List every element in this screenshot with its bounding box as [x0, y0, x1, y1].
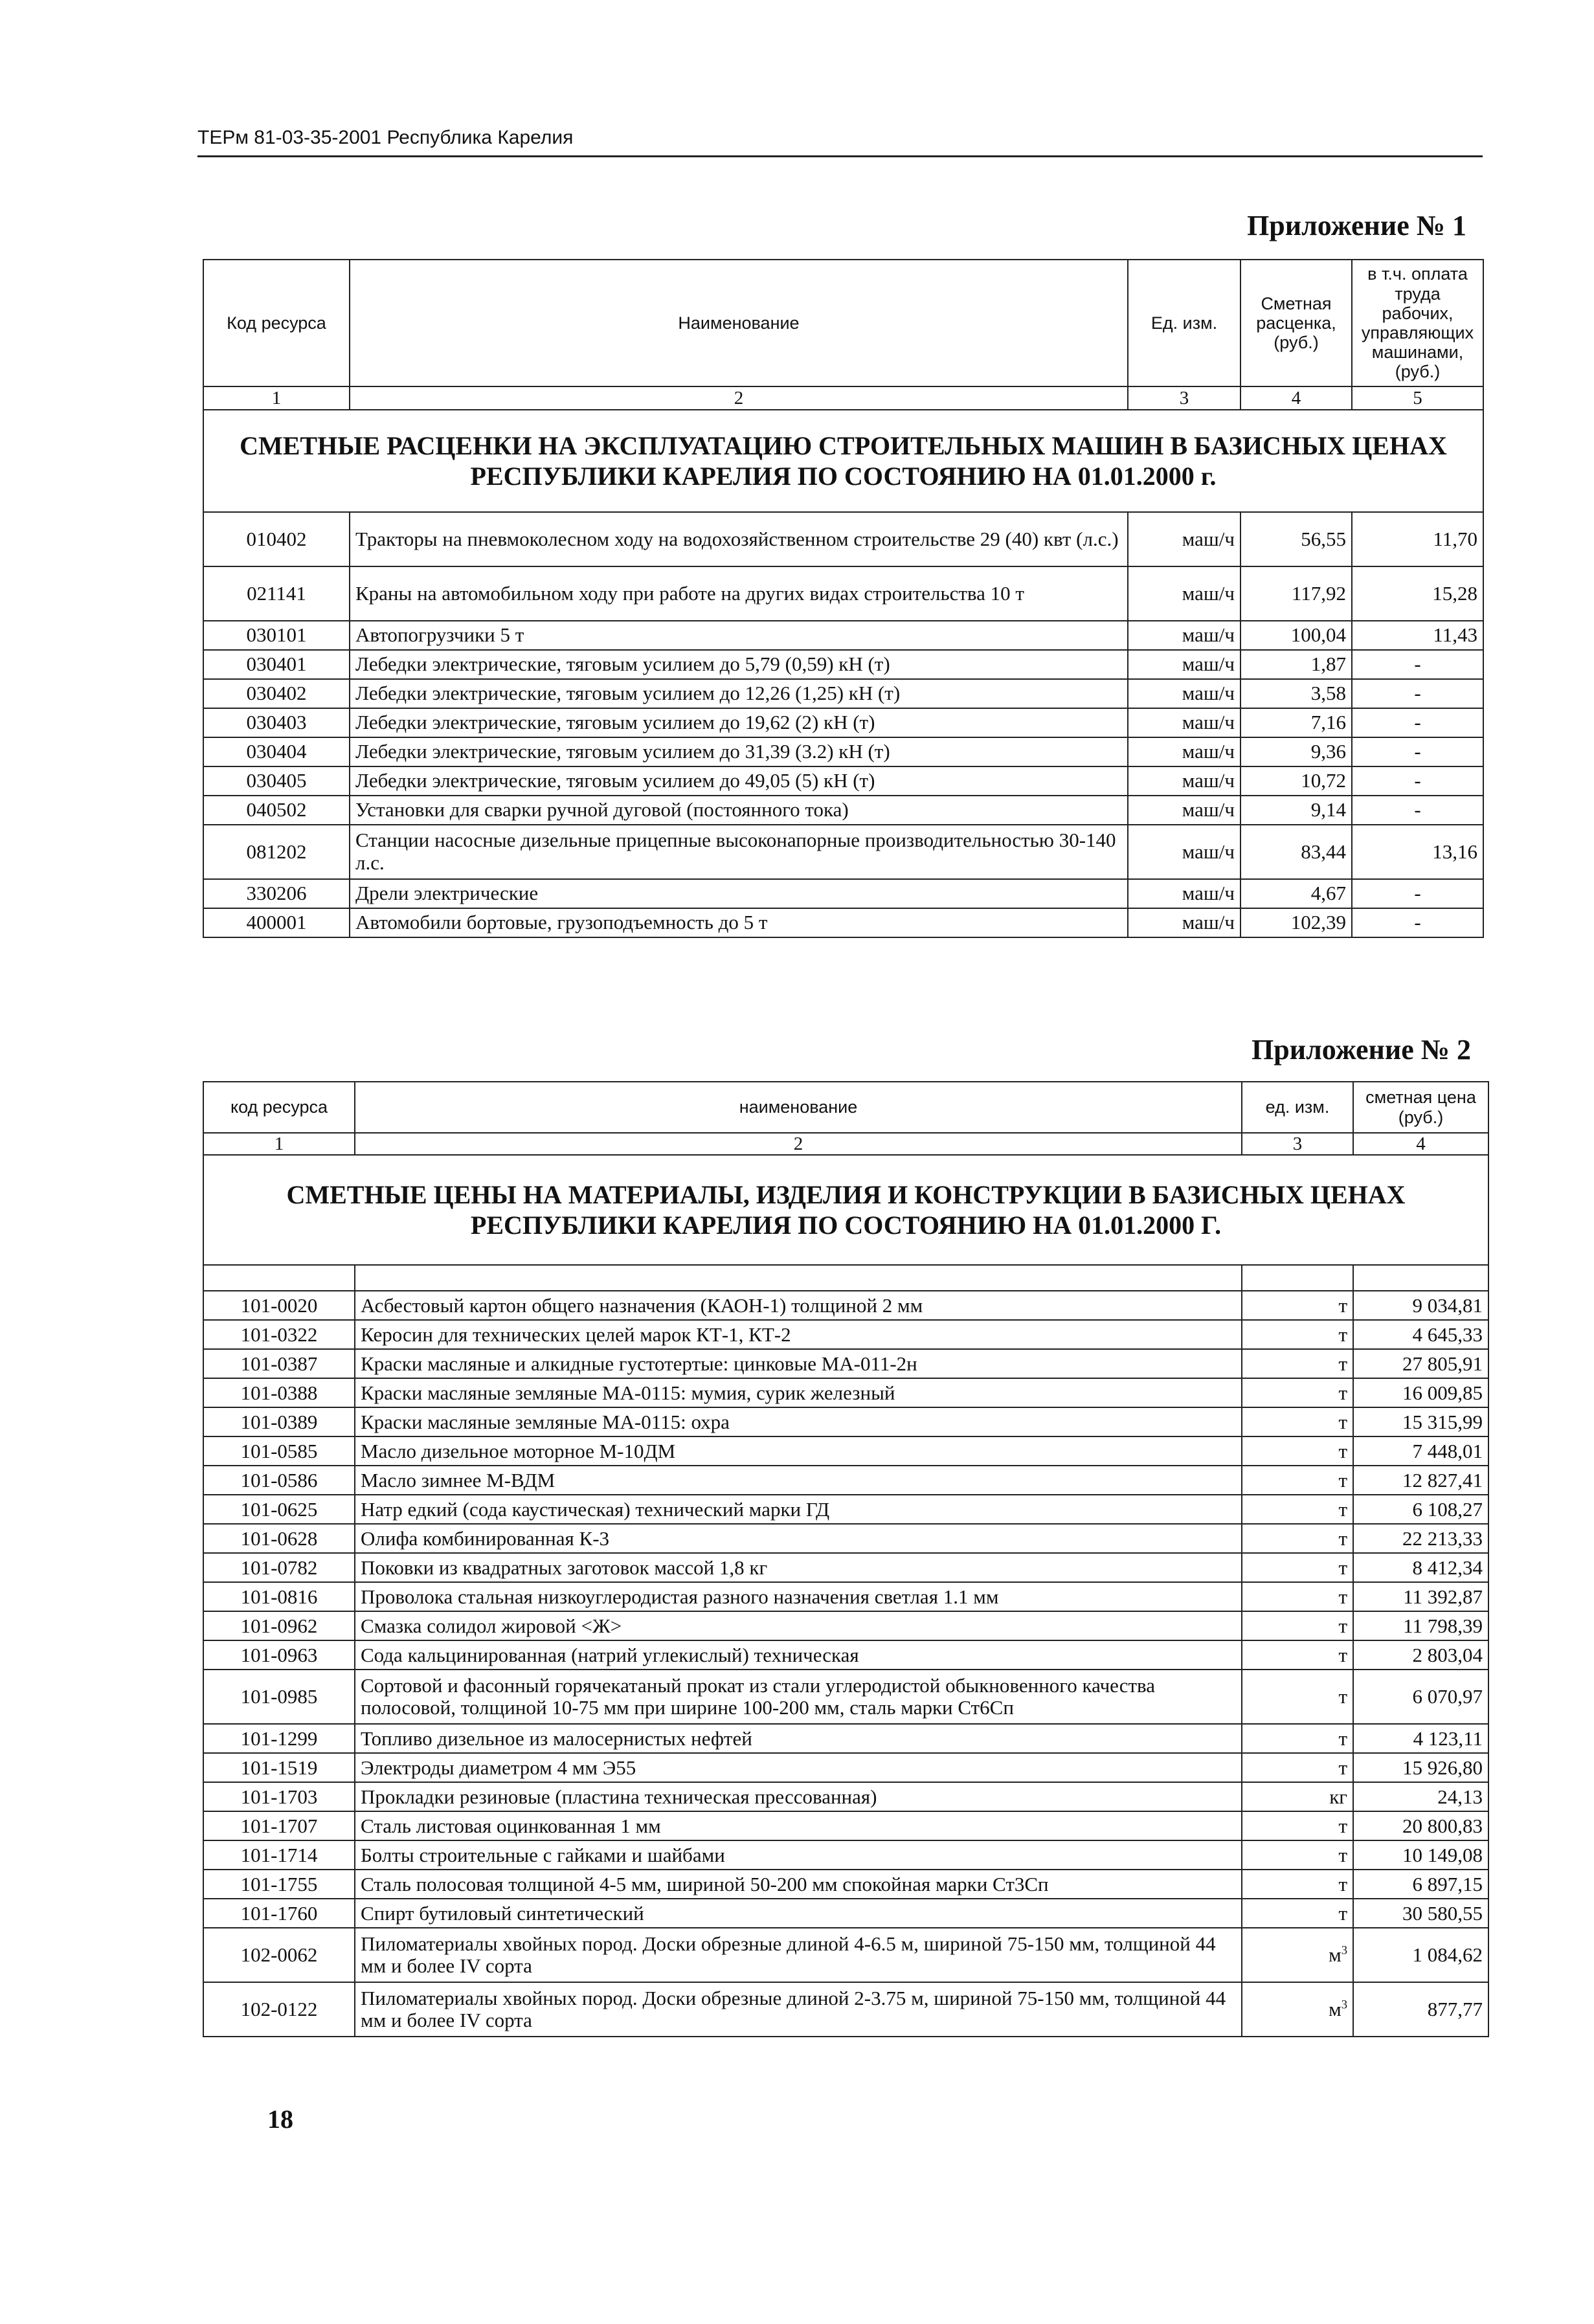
table-row — [203, 708, 1483, 737]
resource-code: 040502 — [203, 796, 350, 825]
unit-cell — [1242, 1320, 1353, 1349]
resource-name: Прокладки резиновые (пластина техническая прессованная) — [355, 1782, 1242, 1811]
column-number-row — [203, 1133, 1488, 1155]
table-row — [203, 1553, 1488, 1582]
column-header-unit: Ед. изм. — [1128, 260, 1240, 386]
column-number: 4 — [1240, 386, 1352, 410]
resource-code: 101-0388 — [203, 1378, 355, 1407]
table-row — [203, 796, 1483, 825]
labor-cell: - — [1352, 766, 1483, 796]
unit-cell — [1242, 1524, 1353, 1553]
price-cell: 9 034,81 — [1353, 1291, 1488, 1320]
unit-cell — [1242, 1982, 1353, 2037]
unit-cell: маш/ч — [1128, 679, 1240, 708]
unit-cell — [1242, 1495, 1353, 1524]
table-row — [203, 1782, 1488, 1811]
table-row — [203, 1407, 1488, 1436]
page-number: 18 — [267, 2105, 293, 2134]
unit-cell: маш/ч — [1128, 796, 1240, 825]
unit-cell — [1242, 1670, 1353, 1724]
table-row — [203, 1928, 1488, 1982]
resource-name: Пиломатериалы хвойных пород. Доски обрезные длиной 4-6.5 м, шириной 75-150 мм, толщиной 44 мм и более IV сорта — [355, 1928, 1242, 1982]
unit-text: т — [1338, 1410, 1347, 1433]
price-cell: 83,44 — [1240, 825, 1352, 879]
labor-cell: 11,70 — [1352, 512, 1483, 566]
column-number: 5 — [1352, 386, 1483, 410]
unit-text: т — [1338, 1872, 1347, 1895]
resource-code: 101-1703 — [203, 1782, 355, 1811]
resource-code: 030401 — [203, 650, 350, 679]
price-cell: 20 800,83 — [1353, 1811, 1488, 1840]
price-cell: 1,87 — [1240, 650, 1352, 679]
resource-code: 101-0387 — [203, 1349, 355, 1378]
resource-name: Масло дизельное моторное М-10ДМ — [355, 1436, 1242, 1466]
column-number: 3 — [1128, 386, 1240, 410]
unit-text: т — [1338, 1685, 1347, 1708]
column-number: 2 — [350, 386, 1128, 410]
unit-cell — [1242, 1928, 1353, 1982]
table-row — [203, 1811, 1488, 1840]
column-header-price: сметная цена (руб.) — [1353, 1082, 1488, 1133]
price-cell: 15 926,80 — [1353, 1753, 1488, 1782]
resource-name: Натр едкий (сода каустическая) технический марки ГД — [355, 1495, 1242, 1524]
unit-text: т — [1338, 1585, 1347, 1608]
resource-name: Краски масляные и алкидные густотертые: цинковые МА-011-2н — [355, 1349, 1242, 1378]
resource-code: 101-0322 — [203, 1320, 355, 1349]
unit-cell — [1242, 1407, 1353, 1436]
price-cell: 102,39 — [1240, 908, 1352, 937]
unit-cell: маш/ч — [1128, 650, 1240, 679]
resource-code: 101-0389 — [203, 1407, 355, 1436]
labor-cell: - — [1352, 796, 1483, 825]
column-number: 1 — [203, 1133, 355, 1155]
unit-cell: маш/ч — [1128, 737, 1240, 766]
unit-text: т — [1338, 1843, 1347, 1866]
resource-name: Лебедки электрические, тяговым усилием до 19,62 (2) кН (т) — [350, 708, 1128, 737]
resource-code: 030404 — [203, 737, 350, 766]
document-header: ТЕРм 81-03-35-2001 Республика Карелия — [197, 127, 574, 148]
unit-text: т — [1338, 1497, 1347, 1521]
unit-cell — [1242, 1782, 1353, 1811]
resource-code: 101-0020 — [203, 1291, 355, 1320]
unit-text: т — [1338, 1381, 1347, 1404]
resource-code: 030402 — [203, 679, 350, 708]
column-header-unit: ед. изм. — [1242, 1082, 1353, 1133]
resource-name: Керосин для технических целей марок КТ-1, КТ-2 — [355, 1320, 1242, 1349]
resource-code: 101-0816 — [203, 1582, 355, 1611]
table-row — [203, 512, 1483, 566]
unit-cell: маш/ч — [1128, 621, 1240, 650]
price-cell: 12 827,41 — [1353, 1466, 1488, 1495]
resource-code: 101-0585 — [203, 1436, 355, 1466]
resource-code: 030403 — [203, 708, 350, 737]
column-header-name: наименование — [355, 1082, 1242, 1133]
unit-cell: маш/ч — [1128, 879, 1240, 908]
resource-name: Электроды диаметром 4 мм Э55 — [355, 1753, 1242, 1782]
resource-code: 101-1760 — [203, 1899, 355, 1928]
resource-name: Спирт бутиловый синтетический — [355, 1899, 1242, 1928]
unit-cell — [1242, 1349, 1353, 1378]
price-cell: 22 213,33 — [1353, 1524, 1488, 1553]
labor-cell: - — [1352, 737, 1483, 766]
labor-cell: - — [1352, 879, 1483, 908]
price-cell: 4 123,11 — [1353, 1724, 1488, 1753]
resource-name: Сода кальцинированная (натрий углекислый) техническая — [355, 1640, 1242, 1670]
unit-cell — [1242, 1811, 1353, 1840]
empty-cell — [203, 1265, 355, 1291]
resource-name: Лебедки электрические, тяговым усилием до 12,26 (1,25) кН (т) — [350, 679, 1128, 708]
column-number-row — [203, 386, 1483, 410]
unit-text: т — [1338, 1756, 1347, 1779]
resource-name: Тракторы на пневмоколесном ходу на водохозяйственном строительстве 29 (40) квт (л.с.) — [350, 512, 1128, 566]
resource-name: Установки для сварки ручной дуговой (постоянного тока) — [350, 796, 1128, 825]
resource-code: 101-0586 — [203, 1466, 355, 1495]
resource-name: Краски масляные земляные МА-0115: охра — [355, 1407, 1242, 1436]
unit-cell — [1242, 1870, 1353, 1899]
resource-code: 081202 — [203, 825, 350, 879]
price-cell: 7 448,01 — [1353, 1436, 1488, 1466]
price-cell: 16 009,85 — [1353, 1378, 1488, 1407]
unit-text: т — [1338, 1643, 1347, 1666]
table-row — [203, 1670, 1488, 1724]
column-header-name: Наименование — [350, 260, 1128, 386]
machine-rates-table — [203, 259, 1484, 938]
table-row — [203, 1436, 1488, 1466]
price-cell: 4 645,33 — [1353, 1320, 1488, 1349]
resource-code: 101-0962 — [203, 1611, 355, 1640]
table-row — [203, 679, 1483, 708]
spacer-row — [203, 1265, 1488, 1291]
price-cell: 8 412,34 — [1353, 1553, 1488, 1582]
section-title: СМЕТНЫЕ ЦЕНЫ НА МАТЕРИАЛЫ, ИЗДЕЛИЯ И КОНСТРУКЦИИ В БАЗИСНЫХ ЦЕНАХ РЕСПУБЛИКИ КАРЕЛИЯ ПО СОСТОЯНИЮ НА 01.01.2000 Г. — [203, 1155, 1488, 1265]
unit-cell — [1242, 1899, 1353, 1928]
table-row — [203, 908, 1483, 937]
table-row — [203, 1349, 1488, 1378]
unit-text: т — [1338, 1526, 1347, 1550]
price-cell: 27 805,91 — [1353, 1349, 1488, 1378]
empty-cell — [1353, 1265, 1488, 1291]
table-row — [203, 1320, 1488, 1349]
unit-text: кг — [1329, 1785, 1347, 1808]
resource-name: Краски масляные земляные МА-0115: мумия, сурик железный — [355, 1378, 1242, 1407]
table-row — [203, 621, 1483, 650]
table-row — [203, 1495, 1488, 1524]
column-header-labor: в т.ч. оплата труда рабочих, управляющих машинами, (руб.) — [1352, 260, 1483, 386]
resource-code: 021141 — [203, 566, 350, 621]
unit-cell — [1242, 1724, 1353, 1753]
unit-text: т — [1338, 1726, 1347, 1750]
resource-name: Лебедки электрические, тяговым усилием до 49,05 (5) кН (т) — [350, 766, 1128, 796]
resource-code: 101-0628 — [203, 1524, 355, 1553]
resource-code: 030101 — [203, 621, 350, 650]
price-cell: 11 392,87 — [1353, 1582, 1488, 1611]
resource-name: Сталь полосовая толщиной 4-5 мм, шириной 50-200 мм спокойная марки Ст3Сп — [355, 1870, 1242, 1899]
resource-name: Олифа комбинированная К-3 — [355, 1524, 1242, 1553]
unit-cell — [1242, 1378, 1353, 1407]
price-cell: 117,92 — [1240, 566, 1352, 621]
resource-name: Автопогрузчики 5 т — [350, 621, 1128, 650]
table-row — [203, 1724, 1488, 1753]
table-row — [203, 566, 1483, 621]
table-row — [203, 766, 1483, 796]
header-rule — [197, 155, 1483, 157]
labor-cell: - — [1352, 679, 1483, 708]
price-cell: 4,67 — [1240, 879, 1352, 908]
price-cell: 11 798,39 — [1353, 1611, 1488, 1640]
column-header-code: код ресурса — [203, 1082, 355, 1133]
unit-superscript: 3 — [1341, 1943, 1347, 1958]
unit-cell: маш/ч — [1128, 766, 1240, 796]
resource-code: 101-1299 — [203, 1724, 355, 1753]
resource-code: 400001 — [203, 908, 350, 937]
resource-name: Лебедки электрические, тяговым усилием до 31,39 (3.2) кН (т) — [350, 737, 1128, 766]
price-cell: 6 108,27 — [1353, 1495, 1488, 1524]
unit-superscript: 3 — [1341, 1998, 1347, 2012]
table-row — [203, 1291, 1488, 1320]
resource-code: 101-1707 — [203, 1811, 355, 1840]
price-cell: 56,55 — [1240, 512, 1352, 566]
unit-text: м — [1329, 1943, 1341, 1967]
resource-name: Дрели электрические — [350, 879, 1128, 908]
column-number: 2 — [355, 1133, 1242, 1155]
labor-cell: 15,28 — [1352, 566, 1483, 621]
resource-name: Проволока стальная низкоуглеродистая разного назначения светлая 1.1 мм — [355, 1582, 1242, 1611]
unit-text: т — [1338, 1468, 1347, 1492]
unit-cell — [1242, 1640, 1353, 1670]
unit-text: т — [1338, 1293, 1347, 1317]
resource-name: Болты строительные с гайками и шайбами — [355, 1840, 1242, 1870]
resource-name: Краны на автомобильном ходу при работе на других видах строительства 10 т — [350, 566, 1128, 621]
price-cell: 100,04 — [1240, 621, 1352, 650]
resource-name: Сталь листовая оцинкованная 1 мм — [355, 1811, 1242, 1840]
resource-code: 101-1519 — [203, 1753, 355, 1782]
unit-cell — [1242, 1611, 1353, 1640]
resource-name: Станции насосные дизельные прицепные высоконапорные производительностью 30-140 л.с. — [350, 825, 1128, 879]
resource-code: 101-0985 — [203, 1670, 355, 1724]
column-number: 4 — [1353, 1133, 1488, 1155]
unit-cell — [1242, 1553, 1353, 1582]
price-cell: 3,58 — [1240, 679, 1352, 708]
appendix-2-title: Приложение № 2 — [1252, 1034, 1471, 1066]
table-header-row — [203, 1082, 1488, 1133]
price-cell: 15 315,99 — [1353, 1407, 1488, 1436]
resource-code: 101-1714 — [203, 1840, 355, 1870]
resource-code: 102-0062 — [203, 1928, 355, 1982]
materials-prices-table — [203, 1081, 1489, 2037]
table-row — [203, 650, 1483, 679]
resource-code: 030405 — [203, 766, 350, 796]
unit-text: т — [1338, 1323, 1347, 1346]
table-row — [203, 1378, 1488, 1407]
resource-name: Поковки из квадратных заготовок массой 1,8 кг — [355, 1553, 1242, 1582]
unit-text: т — [1338, 1814, 1347, 1837]
empty-cell — [1242, 1265, 1353, 1291]
resource-name: Автомобили бортовые, грузоподъемность до 5 т — [350, 908, 1128, 937]
column-header-price: Сметная расценка, (руб.) — [1240, 260, 1352, 386]
resource-name: Пиломатериалы хвойных пород. Доски обрезные длиной 2-3.75 м, шириной 75-150 мм, толщиной 44 мм и более IV сорта — [355, 1982, 1242, 2037]
price-cell: 9,14 — [1240, 796, 1352, 825]
unit-cell — [1242, 1582, 1353, 1611]
labor-cell: 13,16 — [1352, 825, 1483, 879]
unit-text: т — [1338, 1439, 1347, 1462]
price-cell: 9,36 — [1240, 737, 1352, 766]
labor-cell: - — [1352, 708, 1483, 737]
labor-cell: 11,43 — [1352, 621, 1483, 650]
resource-name: Масло зимнее М-ВДМ — [355, 1466, 1242, 1495]
column-number: 3 — [1242, 1133, 1353, 1155]
unit-cell: маш/ч — [1128, 708, 1240, 737]
unit-text: м — [1329, 1998, 1341, 2021]
table-row — [203, 1640, 1488, 1670]
resource-name: Лебедки электрические, тяговым усилием до 5,79 (0,59) кН (т) — [350, 650, 1128, 679]
table-row — [203, 737, 1483, 766]
labor-cell: - — [1352, 908, 1483, 937]
table-row — [203, 1870, 1488, 1899]
table-row — [203, 1466, 1488, 1495]
unit-cell: маш/ч — [1128, 512, 1240, 566]
unit-cell — [1242, 1840, 1353, 1870]
unit-text: т — [1338, 1352, 1347, 1375]
unit-cell: маш/ч — [1128, 825, 1240, 879]
price-cell: 2 803,04 — [1353, 1640, 1488, 1670]
table-row — [203, 1899, 1488, 1928]
column-header-code: Код ресурса — [203, 260, 350, 386]
resource-code: 101-0625 — [203, 1495, 355, 1524]
resource-name: Сортовой и фасонный горячекатаный прокат из стали углеродистой обыкновенного качества полосовой, толщиной 10-75 мм при ширине 100-200 мм, сталь марки Ст6Сп — [355, 1670, 1242, 1724]
unit-text: т — [1338, 1901, 1347, 1925]
unit-cell — [1242, 1436, 1353, 1466]
section-title: СМЕТНЫЕ РАСЦЕНКИ НА ЭКСПЛУАТАЦИЮ СТРОИТЕЛЬНЫХ МАШИН В БАЗИСНЫХ ЦЕНАХ РЕСПУБЛИКИ КАРЕЛИЯ ПО СОСТОЯНИЮ НА 01.01.2000 г. — [203, 410, 1483, 512]
section-title-row — [203, 1155, 1488, 1265]
table-row — [203, 1840, 1488, 1870]
price-cell: 10,72 — [1240, 766, 1352, 796]
empty-cell — [355, 1265, 1242, 1291]
table-header-row — [203, 260, 1483, 386]
resource-name: Смазка солидол жировой <Ж> — [355, 1611, 1242, 1640]
unit-text: т — [1338, 1556, 1347, 1579]
resource-code: 010402 — [203, 512, 350, 566]
price-cell: 7,16 — [1240, 708, 1352, 737]
unit-cell — [1242, 1753, 1353, 1782]
section-title-row — [203, 410, 1483, 512]
appendix-1-title: Приложение № 1 — [1247, 210, 1466, 241]
unit-cell: маш/ч — [1128, 566, 1240, 621]
labor-cell: - — [1352, 650, 1483, 679]
resource-name: Асбестовый картон общего назначения (КАОН-1) толщиной 2 мм — [355, 1291, 1242, 1320]
price-cell: 24,13 — [1353, 1782, 1488, 1811]
price-cell: 30 580,55 — [1353, 1899, 1488, 1928]
table-row — [203, 879, 1483, 908]
resource-code: 102-0122 — [203, 1982, 355, 2037]
table-row — [203, 1611, 1488, 1640]
table-row — [203, 1582, 1488, 1611]
resource-code: 101-0782 — [203, 1553, 355, 1582]
unit-cell — [1242, 1291, 1353, 1320]
resource-code: 330206 — [203, 879, 350, 908]
price-cell: 6 070,97 — [1353, 1670, 1488, 1724]
price-cell: 877,77 — [1353, 1982, 1488, 2037]
table-row — [203, 1753, 1488, 1782]
column-number: 1 — [203, 386, 350, 410]
price-cell: 6 897,15 — [1353, 1870, 1488, 1899]
unit-cell: маш/ч — [1128, 908, 1240, 937]
resource-name: Топливо дизельное из малосернистых нефтей — [355, 1724, 1242, 1753]
table-row — [203, 1524, 1488, 1553]
unit-text: т — [1338, 1614, 1347, 1637]
resource-code: 101-1755 — [203, 1870, 355, 1899]
resource-code: 101-0963 — [203, 1640, 355, 1670]
unit-cell — [1242, 1466, 1353, 1495]
price-cell: 1 084,62 — [1353, 1928, 1488, 1982]
table-row — [203, 1982, 1488, 2037]
price-cell: 10 149,08 — [1353, 1840, 1488, 1870]
table-row — [203, 825, 1483, 879]
